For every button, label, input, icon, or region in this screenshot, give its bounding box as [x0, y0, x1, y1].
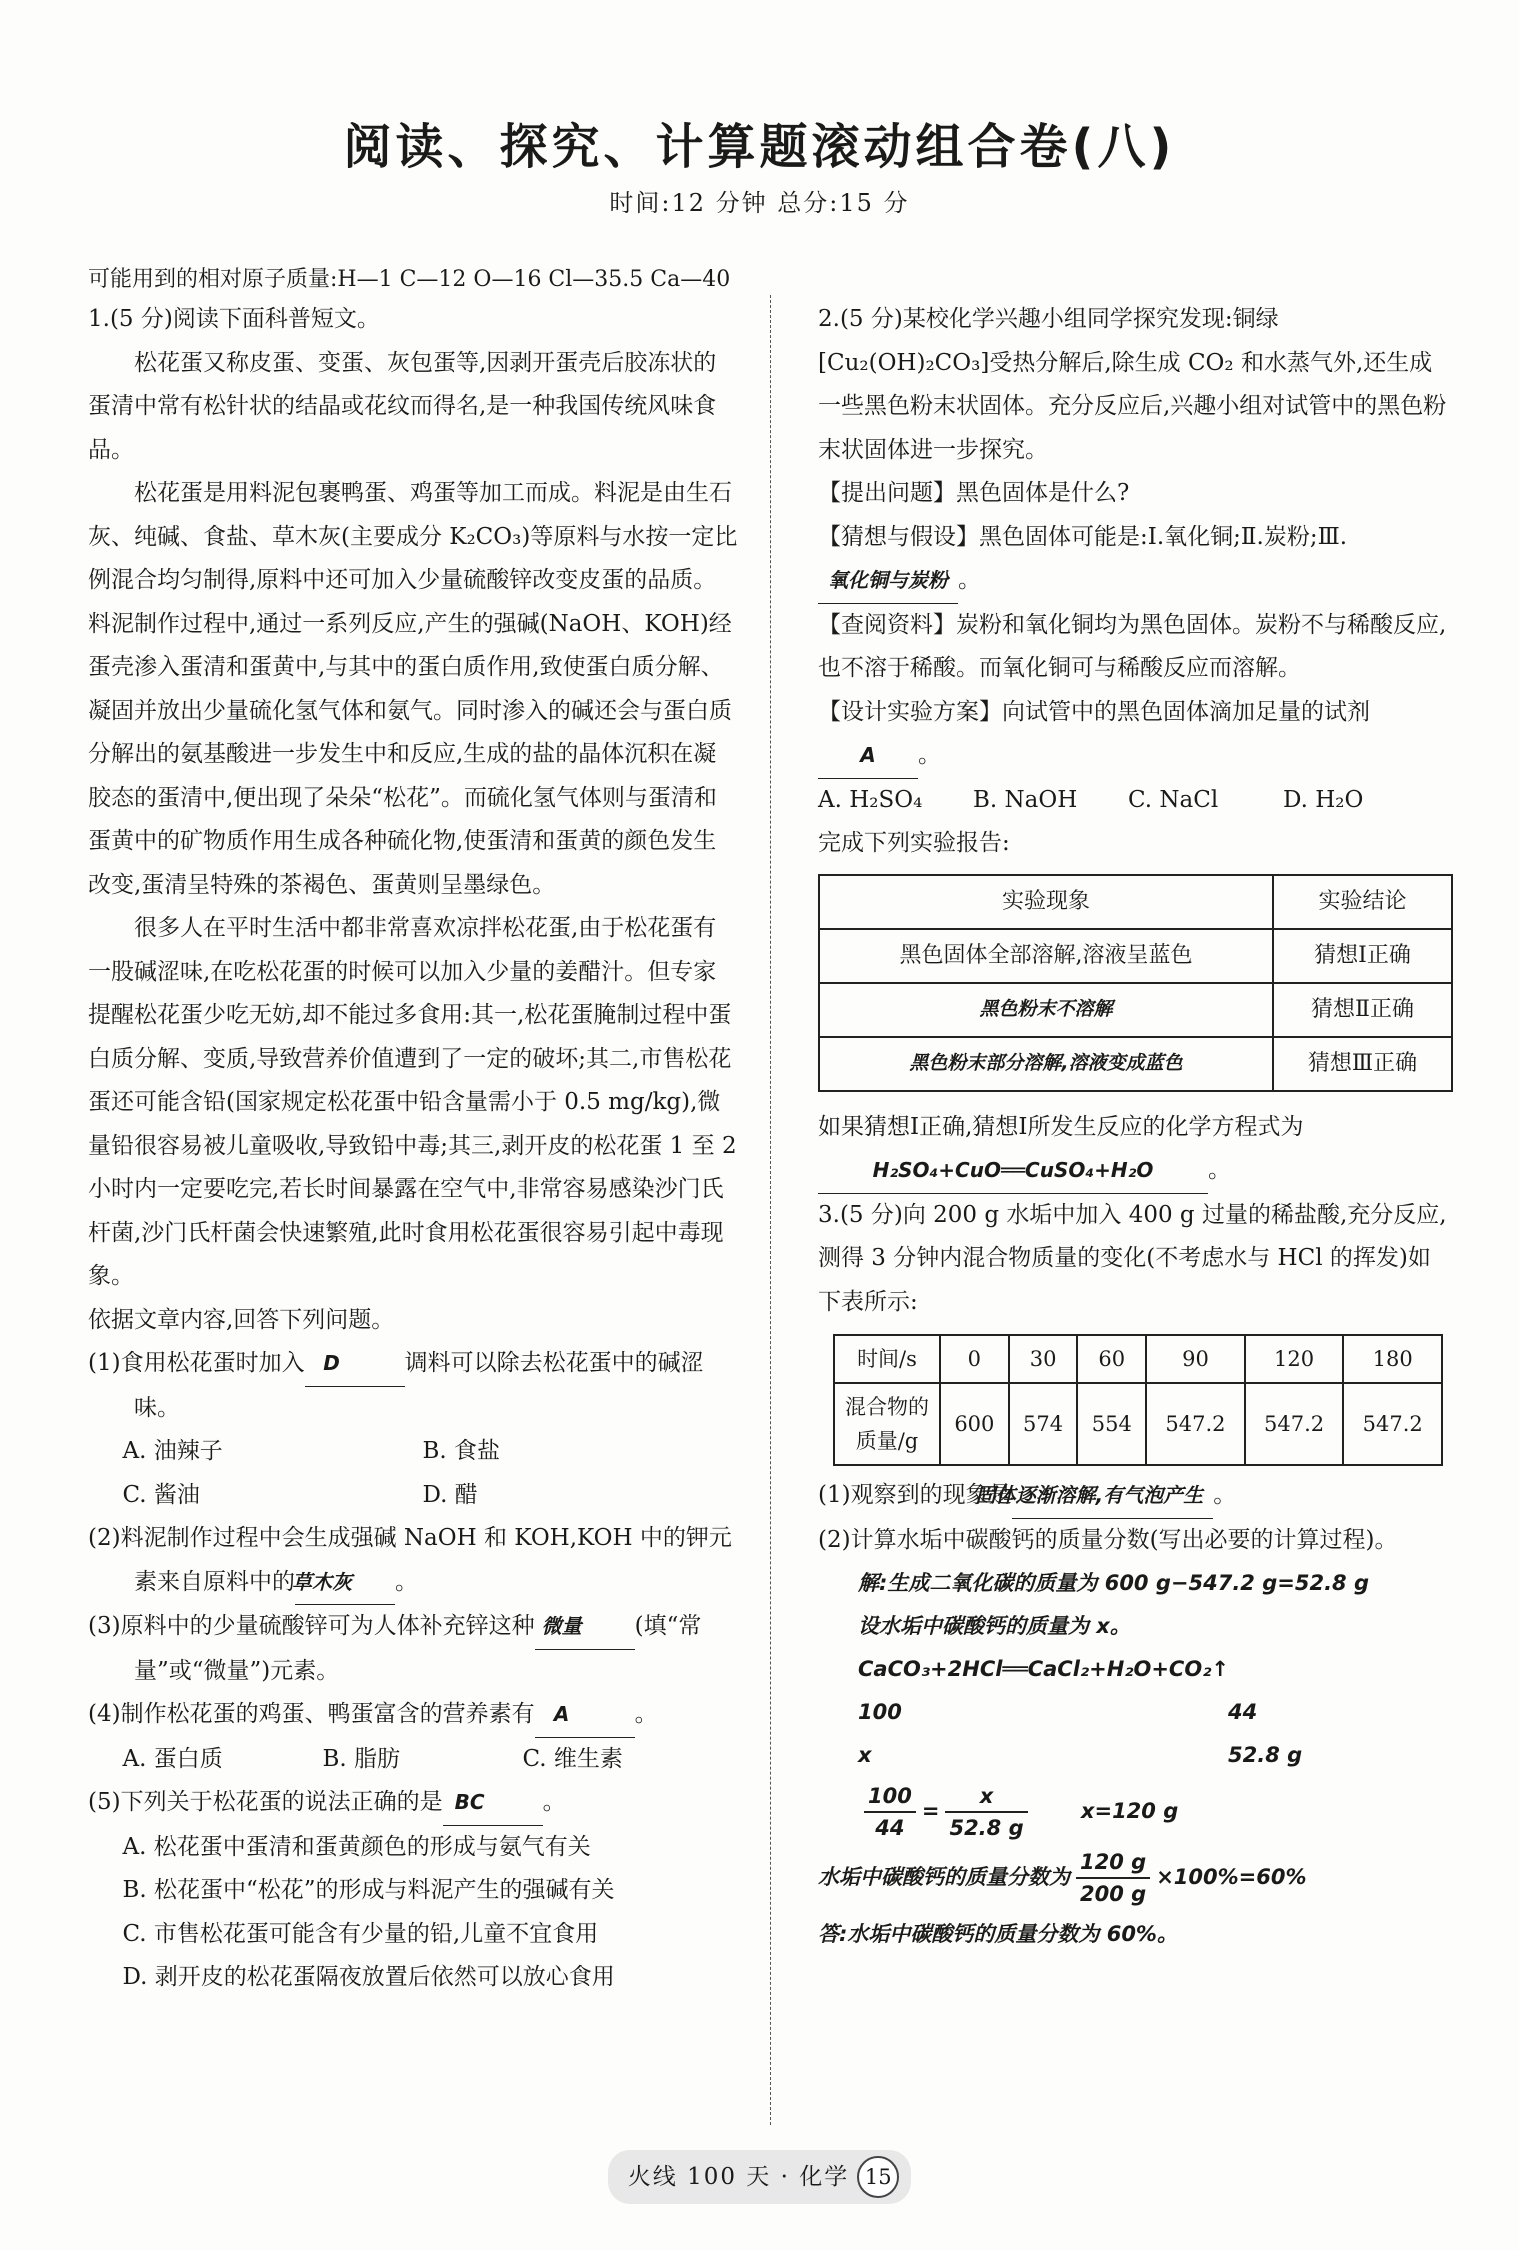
table-header: 实验现象 — [819, 875, 1273, 929]
q1-sub-2-answer: 草木灰 — [295, 1561, 395, 1606]
option: A. 油辣子 — [122, 1438, 223, 1464]
q1-sub-5: (5)下列关于松花蛋的说法正确的是 BC 。 — [88, 1781, 738, 1826]
q1-sub-2: (2)料泥制作过程中会生成强碱 NaOH 和 KOH,KOH 中的钾元素来自原料中的草木灰 。 — [88, 1517, 738, 1605]
table-row — [819, 929, 1452, 983]
q1-sub-4-answer: A — [535, 1693, 635, 1738]
table-header: 实验结论 — [1273, 875, 1452, 929]
q2-design: 【设计实验方案】向试管中的黑色固体滴加足量的试剂A 。 — [818, 691, 1448, 779]
q1-sub-3: (3)原料中的少量硫酸锌可为人体补充锌这种 微量 (填“常量”或“微量”)元素。 — [88, 1605, 738, 1693]
unknown: x — [858, 1743, 872, 1767]
experiment-report-table — [818, 874, 1453, 1092]
option: B. NaOH — [973, 786, 1078, 813]
q2-report-intro: 完成下列实验报告: — [818, 830, 1010, 856]
column-divider — [770, 295, 771, 2125]
option: C. NaCl — [1128, 786, 1219, 813]
q1-sub-1: (1)食用松花蛋时加入 D 调料可以除去松花蛋中的碱涩味。 — [88, 1342, 738, 1430]
table-cell: 黑色固体全部溶解,溶液呈蓝色 — [819, 929, 1273, 983]
page-footer — [0, 2150, 1519, 2204]
unknown: 52.8 g — [1228, 1743, 1303, 1767]
solution-unknowns — [858, 1734, 1448, 1777]
option: C. 市售松花蛋可能含有少量的铅,儿童不宜食用 — [122, 1920, 599, 1947]
q3-stem: 3.(5 分)向 200 g 水垢中加入 400 g 过量的稀盐酸,充分反应,测得 3 分钟内混合物质量的变化(不考虑水与 HCl 的挥发)如下表所示: — [818, 1201, 1447, 1315]
table-header: 混合物的质量/g — [834, 1383, 940, 1465]
table-cell: 600 — [940, 1383, 1009, 1465]
q2-options — [818, 779, 1448, 823]
q1-para-3: 很多人在平时生活中都非常喜欢凉拌松花蛋,由于松花蛋有一股碱涩味,在吃松花蛋的时候可以加入少量的姜醋汁。但专家提醒松花蛋少吃无妨,却不能过多食用:其一,松花蛋腌制过程中蛋白质分解、变质,导致营养价值遭到了一定的破坏;其二,市售松花蛋还可能含铅(国家规定松花蛋中铅含量需小于 0.5 mg/kg),微量铅很容易被儿童吸收,导致铅中毒;其三,剥开皮的松花蛋 1 至 2 小时内一定要吃完,若长时间暴露在空气中,非常容易感染沙门氏杆菌,沙门氏杆菌会快速繁殖,此时食用松花蛋很容易引起中毒现象。 — [88, 915, 737, 1289]
q2-guess: 【猜想与假设】黑色固体可能是:Ⅰ.氧化铜;Ⅱ.炭粉;Ⅲ.氧化铜与炭粉 。 — [818, 516, 1448, 604]
fraction: $\frac{120 g}{200 g}$ — [1076, 1847, 1150, 1909]
q2-stem: 2.(5 分)某校化学兴趣小组同学探究发现:铜绿[Cu₂(OH)₂CO₃]受热分解后,除生成 CO₂ 和水蒸气外,还生成一些黑色粉末状固体。充分反应后,兴趣小组对试管中的黑色粉末状固体进一步探究。 — [818, 306, 1447, 463]
solution-line: 设水垢中碳酸钙的质量为 x。 — [858, 1614, 1131, 1638]
table-cell: 554 — [1077, 1383, 1146, 1465]
table-cell: 120 — [1245, 1335, 1344, 1383]
table-row — [819, 983, 1452, 1037]
q1-sub-4-options — [88, 1738, 738, 1782]
q1-stem: 1.(5 分)阅读下面科普短文。 — [88, 306, 380, 332]
q1-sub-5-answer: BC — [443, 1781, 543, 1826]
option: C. 维生素 — [522, 1745, 623, 1772]
exam-info: 时间:12 分钟 总分:15 分 — [609, 189, 910, 217]
table-cell: 猜想Ⅲ正确 — [1273, 1037, 1452, 1091]
option: D. 剥开皮的松花蛋隔夜放置后依然可以放心食用 — [122, 1964, 615, 1990]
table-cell: 180 — [1343, 1335, 1442, 1383]
option: A. 蛋白质 — [122, 1745, 223, 1772]
solution-answer: 答:水垢中碳酸钙的质量分数为 60%。 — [818, 1922, 1178, 1946]
option: B. 松花蛋中“松花”的形成与料泥产生的强碱有关 — [122, 1877, 615, 1903]
table-cell-answer: 黑色粉末不溶解 — [819, 983, 1273, 1037]
option: A. H₂SO₄ — [818, 786, 923, 813]
q2-equation-answer: H₂SO₄+CuO══CuSO₄+H₂O — [818, 1149, 1208, 1194]
solution-ratio: $\frac{100}{44}$ = $\frac{x}{52.8 g}$ x=120 g — [858, 1781, 1448, 1843]
q3-solution — [818, 1562, 1448, 1956]
q1-sub-1-options — [88, 1430, 738, 1474]
page-number: 15 — [857, 2156, 899, 2198]
question-1 — [88, 298, 738, 2000]
table-cell: 30 — [1009, 1335, 1078, 1383]
q1-sub-4: (4)制作松花蛋的鸡蛋、鸭蛋富含的营养素有 A 。 — [88, 1693, 738, 1738]
table-cell: 猜想Ⅱ正确 — [1273, 983, 1452, 1037]
mass-change-table — [833, 1334, 1443, 1466]
footer-label: 火线 100 天 · 化学 15 — [608, 2150, 911, 2204]
table-cell: 0 — [940, 1335, 1009, 1383]
q1-sub-3-answer: 微量 — [535, 1605, 635, 1650]
solution-equation: CaCO₃+2HCl══CaCl₂+H₂O+CO₂↑ — [858, 1657, 1229, 1681]
table-cell: 574 — [1009, 1383, 1078, 1465]
molar-mass: 44 — [1228, 1700, 1258, 1724]
solution-line: 解:生成二氧化碳的质量为 600 g−547.2 g=52.8 g — [858, 1571, 1370, 1595]
option: B. 食盐 — [422, 1438, 501, 1464]
option: B. 脂肪 — [322, 1745, 401, 1772]
questions-2-3 — [818, 298, 1448, 1956]
atomic-masses: 可能用到的相对原子质量:H—1 C—12 O—16 Cl—35.5 Ca—40 — [88, 267, 731, 292]
fraction: $\frac{100}{44}$ — [864, 1781, 916, 1843]
q1-para-1: 松花蛋又称皮蛋、变蛋、灰包蛋等,因剥开蛋壳后胶冻状的蛋清中常有松针状的结晶或花纹而得名,是一种我国传统风味食品。 — [88, 349, 717, 463]
table-cell-answer: 黑色粉末部分溶解,溶液变成蓝色 — [819, 1037, 1273, 1091]
q2-equation: H₂SO₄+CuO══CuSO₄+H₂O 。 — [818, 1149, 1448, 1194]
solution-percentage: 水垢中碳酸钙的质量分数为 $\frac{120 g}{200 g}$ ×100%=60% — [818, 1847, 1448, 1909]
q2-design-answer: A — [818, 734, 918, 779]
page-title: 阅读、探究、计算题滚动组合卷(八) — [343, 119, 1176, 175]
option: A. 松花蛋中蛋清和蛋黄颜色的形成与氨气有关 — [122, 1833, 591, 1860]
q3-sub-1: (1)观察到的现象是固体逐渐溶解,有气泡产生 。 — [818, 1474, 1448, 1519]
option: D. 醋 — [422, 1481, 478, 1508]
table-row — [819, 1037, 1452, 1091]
molar-mass: 100 — [858, 1700, 902, 1724]
table-row — [834, 1383, 1442, 1465]
q1-para-2: 松花蛋是用料泥包裹鸭蛋、鸡蛋等加工而成。料泥是由生石灰、纯碱、食盐、草木灰(主要成分 K₂CO₃)等原料与水按一定比例混合均匀制得,原料中还可加入少量硫酸锌改变皮蛋的品质。料泥制作过程中,通过一系列反应,产生的强碱(NaOH、KOH)经蛋壳渗入蛋清和蛋黄中,与其中的蛋白质作用,致使蛋白质分解、凝固并放出少量硫化氢气体和氨气。同时渗入的碱还会与蛋白质分解出的氨基酸进一步发生中和反应,生成的盐的晶体沉积在凝胶态的蛋清中,便出现了朵朵“松花”。而硫化氢气体则与蛋清和蛋黄中的矿物质作用生成各种硫化物,使蛋清和蛋黄的颜色发生改变,蛋清呈特殊的茶褐色、蛋黄则呈墨绿色。 — [88, 480, 738, 898]
table-cell: 547.2 — [1146, 1383, 1245, 1465]
option: C. 酱油 — [122, 1481, 200, 1508]
option: D. H₂O — [1283, 786, 1364, 813]
q2-guess-answer: 氧化铜与炭粉 — [818, 559, 958, 604]
q1-prompt: 依据文章内容,回答下列问题。 — [88, 1306, 395, 1333]
q2-problem: 【提出问题】黑色固体是什么? — [818, 480, 1130, 506]
table-cell: 90 — [1146, 1335, 1245, 1383]
x-value: x=120 g — [1080, 1799, 1179, 1823]
q2-info: 【查阅资料】炭粉和氧化铜均为黑色固体。炭粉不与稀酸反应,也不溶于稀酸。而氧化铜可与稀酸反应而溶解。 — [818, 611, 1447, 681]
q1-sub-1-answer: D — [305, 1342, 405, 1387]
table-cell: 547.2 — [1343, 1383, 1442, 1465]
q3-sub-2: (2)计算水垢中碳酸钙的质量分数(写出必要的计算过程)。 — [818, 1526, 1398, 1553]
q3-sub-1-answer: 固体逐渐溶解,有气泡产生 — [1012, 1474, 1214, 1519]
table-row — [834, 1335, 1442, 1383]
q1-sub-1-options-2 — [88, 1474, 738, 1518]
q2-equation-intro: 如果猜想Ⅰ正确,猜想Ⅰ所发生反应的化学方程式为 — [818, 1113, 1304, 1140]
table-cell: 60 — [1077, 1335, 1146, 1383]
fraction: $\frac{x}{52.8 g}$ — [945, 1781, 1027, 1843]
solution-molar-masses — [858, 1691, 1448, 1734]
table-cell: 猜想Ⅰ正确 — [1273, 929, 1452, 983]
table-cell: 547.2 — [1245, 1383, 1344, 1465]
table-header: 时间/s — [834, 1335, 940, 1383]
